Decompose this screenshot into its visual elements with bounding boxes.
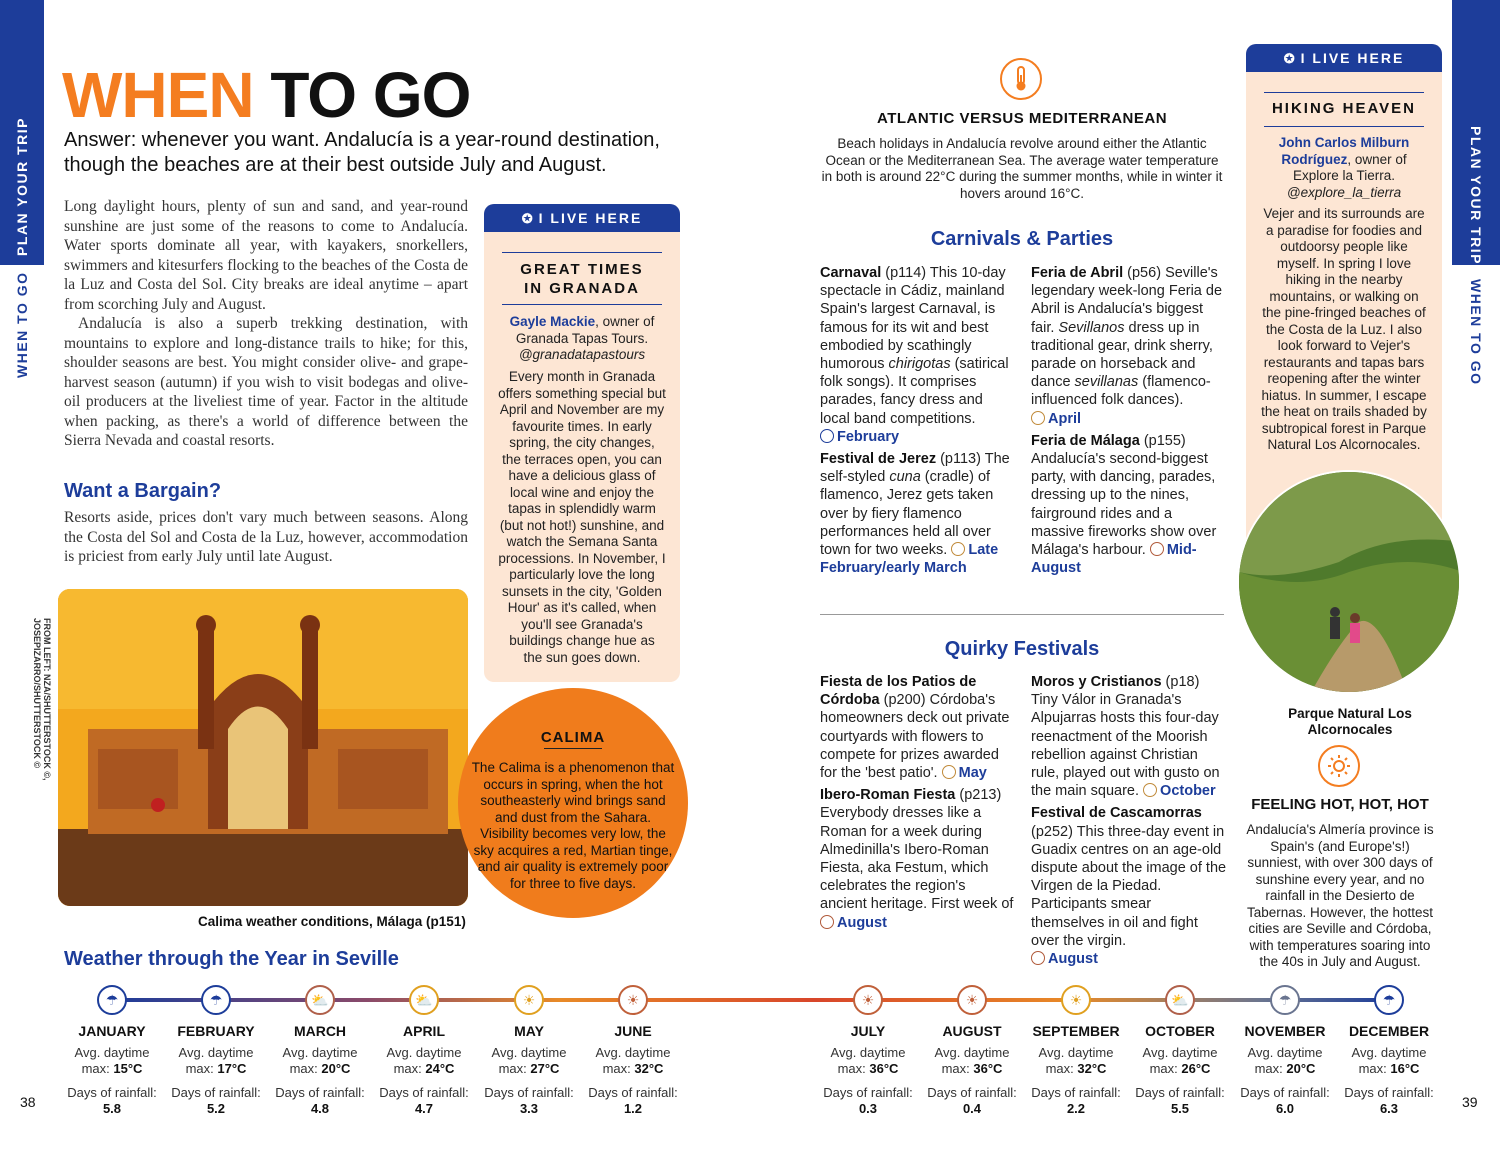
max-label: Avg. daytime [74,1045,150,1060]
max-line [813,1061,923,1077]
rain-value: 0.4 [962,1101,982,1116]
rain-label: Days of rainfall: [1135,1085,1225,1100]
event-em: chirigotas [888,356,951,373]
max-label: Avg. daytime [1351,1045,1427,1060]
weather-month [265,985,375,1117]
event-feria-de-malaga [1031,432,1227,578]
month-name: AUGUST [942,1023,1002,1039]
sun-cloud-icon [1143,783,1157,797]
max-line [917,1061,1027,1077]
event-ref: (p213) [955,787,1002,804]
carnival-mask-icon [820,429,834,443]
calima-body: The Calima is a phenomenon that occurs in spring, when the hot southeasterly wind brings sand and dust from the Sahara. Visibility becomes very low, the sky acquires a red, Martian tinge, and air quality is extremely poor for three to five days. [471,760,675,891]
event-name: Feria de Málaga [1031,432,1140,449]
max-label: Avg. daytime [178,1045,254,1060]
event-name: Feria de Abril [1031,265,1124,281]
rain-value: 0.3 [858,1101,878,1116]
rain-label: Days of rainfall: [379,1085,469,1100]
rain-cloud-icon: ☂ [97,985,127,1015]
granada-person-role: , owner of Granada Tapas Tours. [515,314,655,346]
quirky-heading: Quirky Festivals [944,638,1100,660]
month-name: MARCH [293,1023,347,1039]
weather-month [1021,985,1131,1117]
hiking-caption: Parque Natural Los Alcornocales [1288,706,1412,737]
granada-box-header [484,204,680,232]
max-label: Avg. daytime [830,1045,906,1060]
event-ref: (p114) [881,265,930,281]
event-date-text: Mid-August [1031,542,1197,577]
rain-value: 5.5 [1170,1101,1190,1116]
month-name: OCTOBER [1145,1023,1215,1039]
hiking-rule-top [1264,92,1424,93]
event-name: Festival de Cascamorras [1031,805,1202,822]
sun-hot-icon [1318,745,1360,787]
sun-cloud-icon [942,765,956,779]
max-value: 36°C [973,1061,1003,1076]
event-date-text: October [1160,783,1216,800]
month-name: SEPTEMBER [1032,1023,1120,1039]
max-value: 32°C [1077,1061,1107,1076]
rain-value: 6.3 [1379,1101,1399,1116]
max-label-2: max: [837,1061,870,1076]
month-name: FEBRUARY [177,1023,255,1039]
event-ref: (p200) [879,692,930,709]
event-text: Seville's legendary week-long Feria de Abril is Andalucía's biggest fair. [1031,265,1223,336]
sun-cloud-icon [951,542,965,556]
photo-alcornocales [1237,470,1461,694]
event-text: Everybody dresses like a Roman for a week during Almedinilla's Ibero-Roman Fiesta, aka Festum, which celebrates the region's ancient heritage. First week of [820,805,1014,913]
bargain-heading: Want a Bargain? [64,480,222,502]
calima-rule [544,748,602,749]
quirky-left-column [820,673,1016,932]
rain-label: Days of rainfall: [1240,1085,1330,1100]
page-title [62,58,470,132]
sun-icon: ☀ [514,985,544,1015]
event-ibero-roman [820,786,1016,932]
hiking-box-header [1246,44,1442,72]
max-value: 26°C [1181,1061,1211,1076]
event-text2: (cradle) of flamenco, Jerez gets taken over by fiery flamenco performances held all over town for two weeks. [820,469,994,559]
event-ref: (p56) [1123,265,1166,281]
max-value: 15°C [113,1061,143,1076]
side-label-when-right: WHEN TO GO [1468,279,1484,386]
max-label-2: max: [1358,1061,1391,1076]
side-label-plan-right: PLAN YOUR TRIP [1468,126,1484,265]
rain-label: Days of rainfall: [588,1085,678,1100]
event-ref: (p113) [936,451,985,468]
event-date [1031,410,1227,428]
max-value: 20°C [1286,1061,1316,1076]
month-name: JULY [850,1023,886,1039]
photo-malaga [58,589,468,906]
title-to-go: TO GO [270,59,471,131]
event-em: cuna [889,469,921,486]
rain-value: 3.3 [519,1101,539,1116]
event-name: Fiesta de los Patios de Córdoba [820,674,977,709]
event-text: Tiny Válor in Granada's Alpujarras hosts this four-day reenactment of the Moorish rebellion against Christian rule, played out with gusto on the main square. [1031,692,1220,800]
granada-box-person [498,314,666,364]
max-line [578,1061,688,1077]
max-line [1334,1061,1444,1077]
event-em: Sevillanos [1058,319,1125,336]
lead-text: Answer: whenever you want. Andalucía is a year-round destination, though the beaches are at their best outside July and August. [64,129,660,176]
event-date [942,765,987,781]
carnivals-heading: Carnivals & Parties [930,228,1114,250]
max-label: Avg. daytime [282,1045,358,1060]
weather-month [578,985,688,1117]
carnivals-right-column [1031,264,1227,577]
max-label-2: max: [1045,1061,1078,1076]
granada-title-line2: IN GRANADA [524,280,640,297]
hikers-illustration [1239,472,1461,694]
hiking-rule-bottom [1264,126,1424,127]
side-label-when: WHEN TO GO [14,271,30,378]
rain-cloud-icon: ☂ [1374,985,1404,1015]
weather-heading: Weather through the Year in Seville [64,948,399,970]
max-value: 17°C [217,1061,247,1076]
event-date [1143,783,1216,799]
weather-month [474,985,584,1117]
sun-cloud-icon: ⛅ [305,985,335,1015]
event-name: Moros y Cristianos [1031,674,1162,690]
weather-month [1125,985,1235,1117]
month-name: APRIL [403,1023,445,1039]
weather-month [1334,985,1444,1117]
sun-cloud-icon [1031,411,1045,425]
granada-box [484,204,680,682]
max-line [1021,1061,1131,1077]
max-line [161,1061,271,1077]
max-label-2: max: [1254,1061,1287,1076]
max-label: Avg. daytime [386,1045,462,1060]
max-label: Avg. daytime [1142,1045,1218,1060]
max-line [474,1061,584,1077]
event-ref: (p252) [1031,823,1077,840]
rain-value: 6.0 [1275,1101,1295,1116]
page-number-left: 38 [20,1094,36,1110]
hiking-person-role: , owner of Explore la Tierra. [1292,151,1407,183]
rain-label: Days of rainfall: [67,1085,157,1100]
weather-month [369,985,479,1117]
max-label: Avg. daytime [595,1045,671,1060]
weather-month [813,985,923,1117]
event-name: Carnaval [820,265,882,281]
atlantic-body: Beach holidays in Andalucía revolve around either the Atlantic Ocean or the Mediterranean Sea. The average water temperature in both is around 22°C during the summer months, while in winter it hovers around 16°C. [821,136,1223,201]
event-text3: (flamenco-influenced folk dances). [1031,374,1211,409]
rain-value: 4.8 [310,1101,330,1116]
sun-icon [820,915,834,929]
granada-rule-top [502,252,662,253]
event-text2: (satirical folk songs). It comprises parades, fancy dress and local band competitions. [820,356,1009,427]
weather-month [161,985,271,1117]
max-label: Avg. daytime [1038,1045,1114,1060]
max-line [57,1061,167,1077]
granada-person-name: Gayle Mackie [509,314,596,329]
rain-label: Days of rainfall: [1031,1085,1121,1100]
sun-cloud-icon: ⛅ [1165,985,1195,1015]
max-line [265,1061,375,1077]
map-pin-star-icon: ✪ [521,211,535,226]
intro-text [64,197,468,451]
event-text: The self-styled [820,451,1010,486]
section-divider [820,614,1224,615]
sun-icon [1150,542,1164,556]
max-label-2: max: [941,1061,974,1076]
event-text: This 10-day spectacle in Cádiz, mainland Spain's largest Carnaval, is famous for its wit and best embodied by scathingly humorous [820,265,1006,373]
granada-box-title [484,260,680,298]
title-when: WHEN [62,59,254,131]
granada-title-line1: GREAT TIMES [520,261,644,278]
photo-caption: Calima weather conditions, Málaga (p151) [198,914,466,929]
max-value: 20°C [321,1061,351,1076]
calima-title: CALIMA [540,729,606,746]
granada-box-body: Every month in Granada offers something special but April and November are my favourite times. In early spring, the city changes, the terraces open, you can have a delicious glass of local wine and enjoy the tapas in splendidly warm (but not hot!) sunshine, and watch the Semana Santa processions. In November, I particularly love the long sunsets in the city, 'Golden Hour' as it's called, when you'll see Granada's buildings change hue as the sun goes down. [498,369,666,665]
sun-icon: ☀ [957,985,987,1015]
sun-icon: ☀ [853,985,883,1015]
event-carnaval [820,264,1016,446]
max-label: Avg. daytime [934,1045,1010,1060]
event-text: Córdoba's homeowners deck out private courtyards with flowers to compete for prizes awarded for the 'best patio'. [820,692,1010,782]
month-name: JUNE [614,1023,652,1039]
max-label-2: max: [602,1061,635,1076]
event-date-text: April [1048,410,1082,427]
event-festival-de-jerez [820,450,1016,577]
weather-month [917,985,1027,1117]
rain-label: Days of rainfall: [927,1085,1017,1100]
event-name: Ibero-Roman Fiesta [820,787,956,804]
max-value: 36°C [869,1061,899,1076]
rain-value: 5.2 [206,1101,226,1116]
rain-value: 4.7 [414,1101,434,1116]
event-date-text: Late February/early March [820,542,999,577]
event-ref: (p155) [1139,432,1186,449]
atlantic-title: ATLANTIC VERSUS MEDITERRANEAN [876,110,1168,127]
map-pin-star-icon: ✪ [1283,51,1297,66]
max-label: Avg. daytime [1247,1045,1323,1060]
max-label-2: max: [185,1061,218,1076]
event-date [820,428,1016,446]
granada-handle: @granadatapastours [518,347,646,362]
carnivals-left-column [820,264,1016,577]
month-name: NOVEMBER [1244,1023,1326,1039]
hiking-box-person [1260,135,1428,201]
max-line [1230,1061,1340,1077]
photo-credit: FROM LEFT: NZA/SHUTTERSTOCK ©, JOSEPIZARRO/SHUTTERSTOCK © [32,618,52,781]
hot-body: Andalucía's Almería province is Spain's (and Europe's!) sunniest, with over 300 days of sunshine every year, and no rainfall in the Desierto de Tabernas. However, the hottest cities are Seville and Córdoba, with temperatures soaring into the 40s in July and August. [1246,822,1434,969]
rain-value: 2.2 [1066,1101,1086,1116]
month-name: MAY [514,1023,544,1039]
rain-cloud-icon: ☂ [201,985,231,1015]
intro-paragraph-1: Long daylight hours, plenty of sun and sand, and year-round sunshine are just some of the reasons to come to Andalucía. Water sports dominate all year, with kayakers, snorkellers, swimmers and kitesurfers flocking to the beaches of the Costa de la Luz and Costa del Sol. City breaks are ideal anytime – apart from scorching July and August. [64,198,468,313]
max-label-2: max: [81,1061,114,1076]
rain-label: Days of rainfall: [171,1085,261,1100]
side-label-plan: PLAN YOUR TRIP [14,117,30,256]
rain-label: Days of rainfall: [1344,1085,1434,1100]
bargain-text: Resorts aside, prices don't vary much between seasons. Along the Costa del Sol and Costa de la Luz, however, accommodation is priciest from early July until late August. [64,509,468,565]
max-value: 24°C [425,1061,455,1076]
month-name: JANUARY [78,1023,146,1039]
hot-title: FEELING HOT, HOT, HOT [1251,796,1429,813]
event-date-text: May [958,765,987,782]
page-number-right: 39 [1462,1094,1478,1110]
sun-icon [1031,951,1045,965]
sun-cloud-icon: ⛅ [409,985,439,1015]
event-cascamorras [1031,804,1227,968]
sun-icon: ☀ [1061,985,1091,1015]
weather-month [57,985,167,1117]
event-em2: sevillanas [1074,374,1139,391]
quirky-right-column [1031,673,1227,968]
event-date-text: August [837,914,887,931]
max-label-2: max: [289,1061,322,1076]
max-label: Avg. daytime [491,1045,567,1060]
max-value: 27°C [530,1061,560,1076]
granada-box-header-text: I LIVE HERE [538,210,643,226]
rain-label: Days of rainfall: [275,1085,365,1100]
max-label-2: max: [393,1061,426,1076]
max-value: 16°C [1390,1061,1420,1076]
event-date [1031,950,1227,968]
event-patios-cordoba [820,673,1016,782]
hiking-box-title: HIKING HEAVEN [1271,100,1417,117]
thermometer-icon [1000,58,1042,100]
rain-value: 1.2 [623,1101,643,1116]
event-moros-y-cristianos [1031,673,1227,800]
weather-month [1230,985,1340,1117]
max-label-2: max: [498,1061,531,1076]
max-line [369,1061,479,1077]
granada-rule-bottom [502,304,662,305]
rain-cloud-icon: ☂ [1270,985,1300,1015]
event-text: Andalucía's second-biggest party, with dancing, parades, dressing up to the nines, fairground rides and a massive fireworks show over Málaga's harbour. [1031,451,1217,559]
event-date-text: August [1048,951,1098,968]
hiking-box-header-text: I LIVE HERE [1300,50,1405,66]
month-name: DECEMBER [1348,1023,1430,1039]
hiking-box-body: Vejer and its surrounds are a paradise for foodies and outdoorsy people like myself. In spring I love hiking in the nearby mountains, or walking on the pine-fringed beaches of the Costa de la Luz. I also look forward to Vejer's restaurants and tapas bars reopening after the winter hiatus. In summer, I escape the heat on trails shaded by subtropical forest in Parque Natural Los Alcornocales. [1261,206,1427,452]
event-text2: dress up in traditional gear, drink sherry, parade on horseback and dance [1031,319,1213,391]
rain-value: 5.8 [102,1101,122,1116]
sun-icon: ☀ [618,985,648,1015]
event-feria-de-abril [1031,264,1227,428]
intro-paragraph-2: Andalucía is also a superb trekking destination, with mountains to explore and long-distance trails to hike; for this, shoulder seasons are best. You might consider olive- and grape-harvest season (autumn) if you wish to visit bodegas and olive-oil producers at the liveliest time of year. Factor in the altitude when packing, as there's a world of difference between the Sierra Nevada and coastal resorts. [64,315,468,449]
event-ref: (p18) [1161,674,1200,690]
event-date [820,914,1016,932]
malaga-building-illustration [58,589,468,906]
hiking-person-name: John Carlos Milburn Rodríguez [1278,135,1410,167]
event-name: Festival de Jerez [820,451,937,468]
rain-label: Days of rainfall: [484,1085,574,1100]
hiking-handle: @explore_la_tierra [1286,184,1402,200]
rain-label: Days of rainfall: [823,1085,913,1100]
max-line [1125,1061,1235,1077]
max-label-2: max: [1149,1061,1182,1076]
max-value: 32°C [634,1061,664,1076]
event-date-text: February [837,428,900,445]
event-text: This three-day event in Guadix centres on an age-old dispute about the image of the Virgen de la Piedad. Participants smear themselves in oil and fight over the virgin. [1031,823,1227,949]
